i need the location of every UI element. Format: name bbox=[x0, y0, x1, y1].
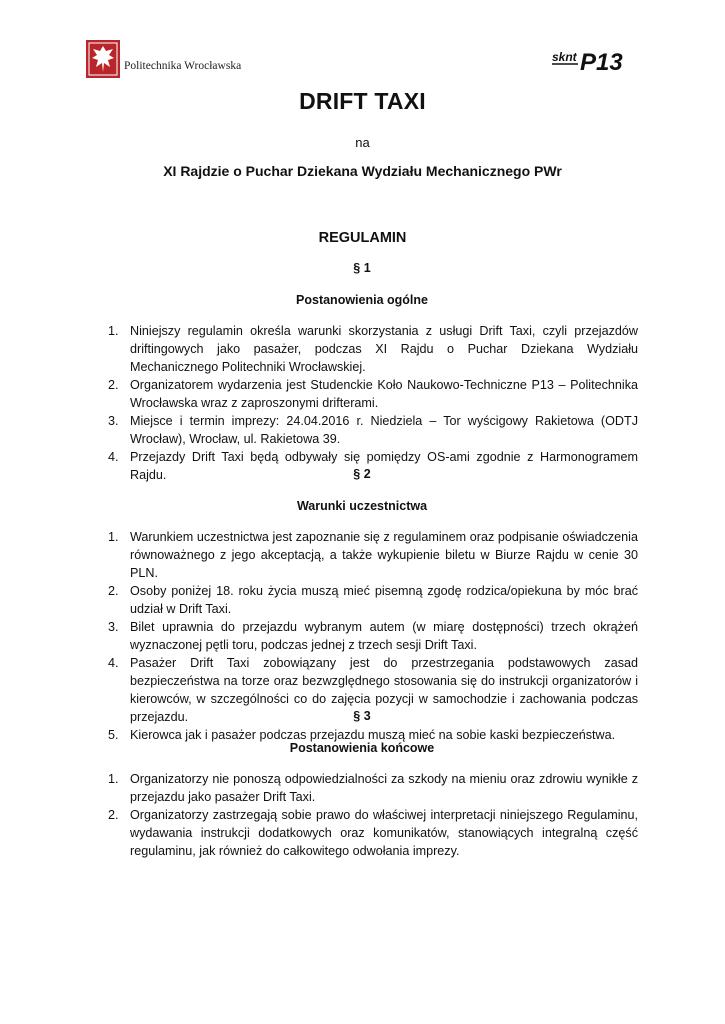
section-3 bbox=[86, 708, 638, 860]
section-number: § 1 bbox=[353, 261, 371, 275]
item-text: Organizatorzy zastrzegają sobie prawo do właściwej interpretacji niniejszego Regulaminu, wydawania instrukcji dodatkowych oraz komunikatów, stanowiących integralną część regulaminu, jak również do całkowitego odwołania imprezy. bbox=[130, 808, 638, 858]
section-number: § 3 bbox=[353, 709, 371, 723]
item-number: 1. bbox=[108, 772, 119, 786]
list-item bbox=[86, 528, 638, 582]
item-text: Kierowca jak i pasażer podczas przejazdu muszą mieć na sobie kaski bezpieczeństwa. bbox=[130, 728, 616, 742]
item-text: Organizatorem wydarzenia jest Studenckie Koło Naukowo-Techniczne P13 – Politechnika Wrocławska wraz z zaproszonymi drifterami. bbox=[130, 378, 638, 410]
pwr-logo bbox=[86, 40, 241, 78]
list-item bbox=[86, 412, 638, 448]
item-number: 1. bbox=[108, 530, 119, 544]
item-number: 1. bbox=[108, 324, 119, 338]
section-title: Postanowienia ogólne bbox=[296, 293, 428, 307]
item-text: Bilet uprawnia do przejazdu wybranym autem (w miarę dostępności) trzech okrążeń wyznaczonej pętli toru, podczas jednej z trzech sesji Drift Taxi. bbox=[130, 620, 638, 652]
list-item bbox=[86, 770, 638, 806]
section-1 bbox=[86, 260, 638, 484]
item-text: Warunkiem uczestnictwa jest zapoznanie się z regulaminem oraz podpisanie oświadczenia równoważnego z jego akceptacją, a także wykupienie biletu w Biurze Rajdu w cenie 30 PLN. bbox=[130, 530, 638, 580]
list-item bbox=[86, 618, 638, 654]
list-item bbox=[86, 376, 638, 412]
pwr-eagle-crest-icon bbox=[86, 40, 120, 78]
item-text: Pasażer Drift Taxi zobowiązany jest do przestrzegania podstawowych zasad bezpieczeństwa na torze oraz bezwzględnego stosowania się do instrukcji organizatorów i kierowców, w szczególności co do zajęcia pozycji w samochodzie i zachowania podczas przejazdu. bbox=[130, 656, 638, 724]
sknt-small-text: sknt bbox=[552, 50, 577, 64]
section-items bbox=[86, 770, 638, 860]
item-text: Osoby poniżej 18. roku życia muszą mieć pisemną zgodę rodzica/opiekuna by móc brać udział w Drift Taxi. bbox=[130, 584, 638, 616]
item-number: 4. bbox=[108, 450, 119, 464]
list-item bbox=[86, 322, 638, 376]
pwr-name: Politechnika Wrocławska bbox=[124, 60, 242, 72]
item-text: Niniejszy regulamin określa warunki skorzystania z usługi Drift Taxi, czyli przejazdów driftingowych jako pasażer, podczas XI Rajdu o Puchar Dziekana Wydziału Mechanicznego Politechniki Wrocławskiej. bbox=[130, 324, 638, 374]
item-number: 2. bbox=[108, 378, 119, 392]
regulamin-heading: REGULAMIN bbox=[318, 230, 407, 246]
item-number: 4. bbox=[108, 656, 119, 670]
section-number: § 2 bbox=[353, 467, 371, 481]
document-na: na bbox=[355, 135, 370, 150]
list-item bbox=[86, 806, 638, 860]
item-number: 5. bbox=[108, 728, 119, 742]
item-number: 3. bbox=[108, 620, 119, 634]
section-title: Warunki uczestnictwa bbox=[296, 499, 428, 513]
section-title: Postanowienia końcowe bbox=[289, 741, 435, 755]
item-number: 2. bbox=[108, 808, 119, 822]
item-text: Miejsce i termin imprezy: 24.04.2016 r. Niedziela – Tor wyścigowy Rakietowa (ODTJ Wrocław), Wrocław, ul. Rakietowa 39. bbox=[130, 414, 638, 446]
list-item bbox=[86, 582, 638, 618]
sknt-p13-logo bbox=[550, 46, 634, 76]
document-title: DRIFT TAXI bbox=[299, 88, 426, 114]
item-text: Organizatorzy nie ponoszą odpowiedzialności za szkody na mieniu oraz zdrowiu wynikłe z przejazdu jako pasażer Drift Taxi. bbox=[130, 772, 638, 804]
item-text: Przejazdy Drift Taxi będą odbywały się pomiędzy OS-ami zgodnie z Harmonogramem Rajdu. bbox=[130, 450, 638, 482]
item-number: 3. bbox=[108, 414, 119, 428]
document-subtitle: XI Rajdzie o Puchar Dziekana Wydziału Mechanicznego PWr bbox=[163, 163, 562, 179]
section-2 bbox=[86, 466, 638, 744]
section-items bbox=[86, 322, 638, 484]
item-number: 2. bbox=[108, 584, 119, 598]
sknt-big-text: P13 bbox=[580, 49, 623, 76]
page-header bbox=[86, 40, 634, 84]
